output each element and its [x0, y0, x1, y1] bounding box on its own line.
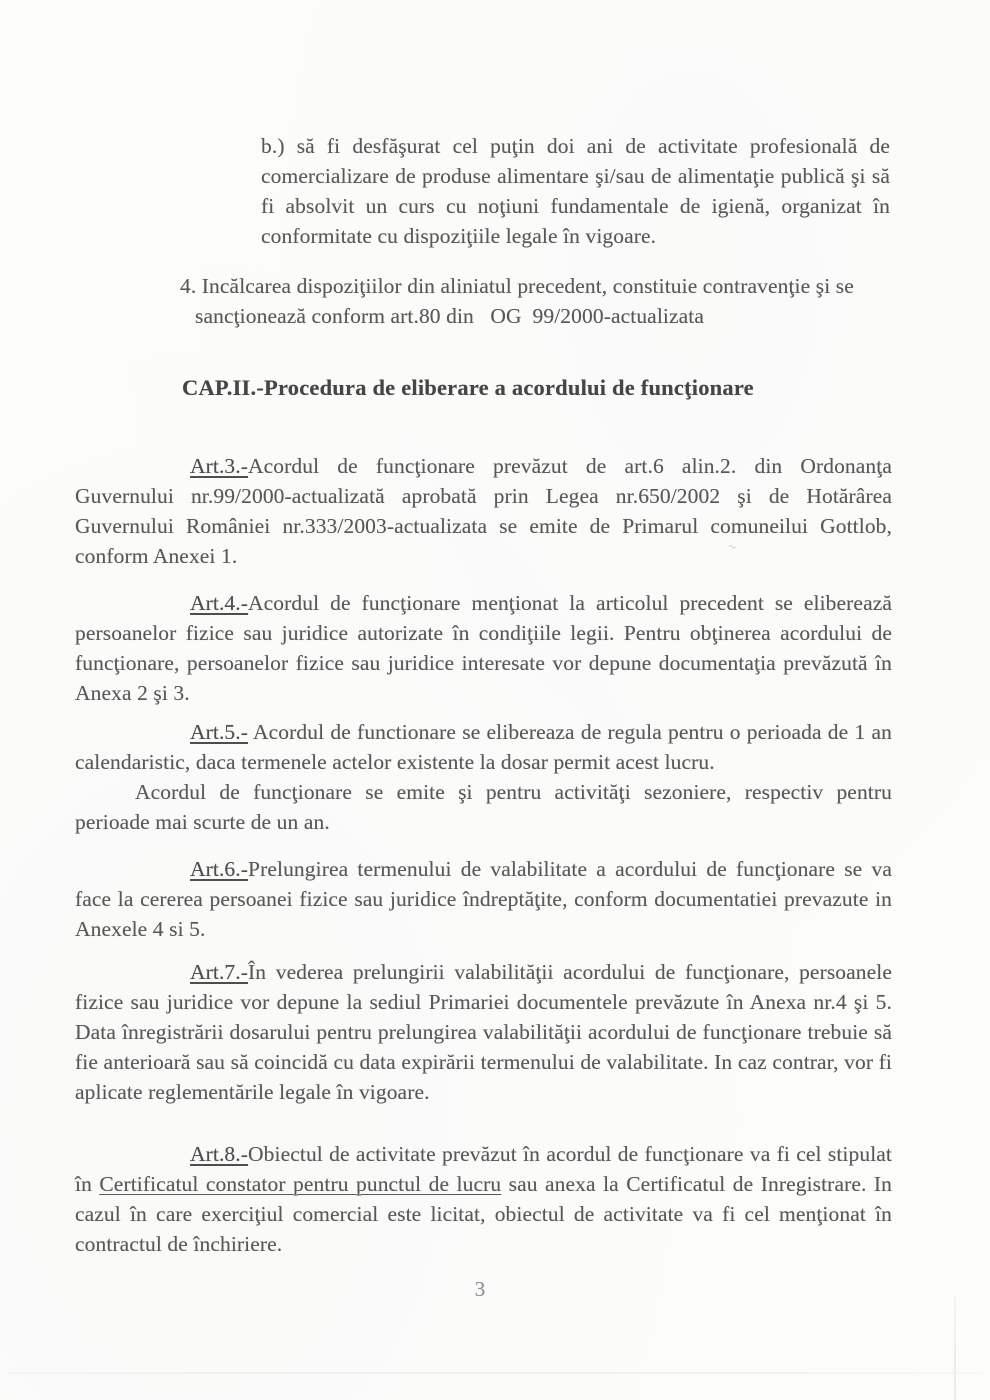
clause-4-text: 4. Incălcarea dispoziţiilor din aliniatul precedent, constituie contravenţie şi se sancţionează conform art.80 din OG 99/2000-actualizata: [180, 274, 860, 328]
article-7-text: În vederea prelungirii valabilităţii acordului de funcţionare, persoanele fizice sau juridice vor depune la sediul Primariei documentele prevăzute în Anexa nr.4 şi 5. Data înregistrării dosarului pentru prelungirea valabilităţii acordului de funcţionare trebuie să fie anterioară sau să coincidă cu data expirării termenului de valabilitate. In caz contrar, vor fi aplicate reglementările legale în vigoare.: [75, 960, 892, 1104]
article-5-text: Acordul de functionare se elibereaza de regula pentru o perioada de 1 an calendaristic, daca termenele actelor existente la dosar permit acest lucru.: [75, 720, 892, 774]
scan-edge-artifact: [954, 1296, 956, 1400]
article-7-block: [75, 957, 892, 1107]
scan-bottom-edge-shadow: [8, 1372, 982, 1374]
article-7-label: Art.7.-: [190, 960, 249, 984]
article-8-text-after: sau anexa la Certificatul de Inregistrare. In cazul în care exerciţiul comercial este licitat, obiectul de activitate va fi cel menţionat în contractul de închiriere.: [75, 1172, 892, 1256]
article-4-block: [75, 588, 892, 708]
article-8-text-before: Obiectul de activitate prevăzut în acordul de funcţionare va fi cel stipulat în: [75, 1142, 892, 1196]
article-6-label: Art.6.-: [190, 857, 249, 881]
article-6-paragraph: [75, 854, 892, 944]
clause-4-block: [180, 271, 887, 331]
article-4-label: Art.4.-: [190, 591, 249, 615]
clause-b-text: b.) să fi desfăşurat cel puţin doi ani de activitate profesională de comercializare de produse alimentare şi/sau de alimentaţie publică şi să fi absolvit un curs cu noţiuni fundamentale de igienă, organizat în conformitate cu dispoziţiile legale în vigoare.: [261, 134, 890, 248]
article-5-block: [75, 717, 892, 837]
article-3-text: Acordul de funcţionare prevăzut de art.6 alin.2. din Ordonanţa Guvernului nr.99/2000-actualizată aprobată prin Legea nr.650/2002 şi de Hotărârea Guvernului României nr.333/2003-actualizata se emite de Primarul comuneilui Gottlob, conform Anexei 1.: [75, 454, 892, 568]
article-6-text: Prelungirea termenului de valabilitate a acordului de funcţionare se va face la cererea persoanei fizice sau juridice îndreptăţite, conform documentatiei prevazute in Anexele 4 si 5.: [75, 857, 892, 941]
chapter-heading-block: [182, 373, 922, 403]
article-6-block: [75, 854, 892, 944]
article-8-block: [75, 1139, 892, 1259]
article-3-paragraph: [75, 451, 892, 571]
page-number: 3: [474, 1277, 486, 1301]
article-5-label: Art.5.-: [190, 720, 249, 744]
chapter-heading: CAP.II.-Procedura de eliberare a acordului de funcţionare: [182, 375, 754, 400]
article-4-text: Acordul de funcţionare menţionat la articolul precedent se eliberează persoanelor fizice sau juridice autorizate în condiţiile legii. Pentru obţinerea acordului de funcţionare, persoanelor fizice sau juridice interesate vor depune documentaţia prevăzută în Anexa 2 şi 3.: [75, 591, 892, 705]
article-8-paragraph: [75, 1139, 892, 1259]
scan-speck-icon: ~: [726, 538, 739, 555]
article-5-paragraph: [75, 717, 892, 777]
article-4-paragraph: [75, 588, 892, 708]
article-3-label: Art.3.-: [190, 454, 249, 478]
clause-b-block: [261, 131, 890, 251]
article-8-underlined-reference: Certificatul constator pentru punctul de lucru: [99, 1172, 502, 1196]
article-8-label: Art.8.-: [190, 1142, 249, 1166]
article-7-paragraph: [75, 957, 892, 1107]
article-3-block: [75, 451, 892, 571]
article-5-second-paragraph: Acordul de funcţionare se emite şi pentru activităţi sezoniere, respectiv pentru perioade mai scurte de un an.: [75, 780, 892, 834]
